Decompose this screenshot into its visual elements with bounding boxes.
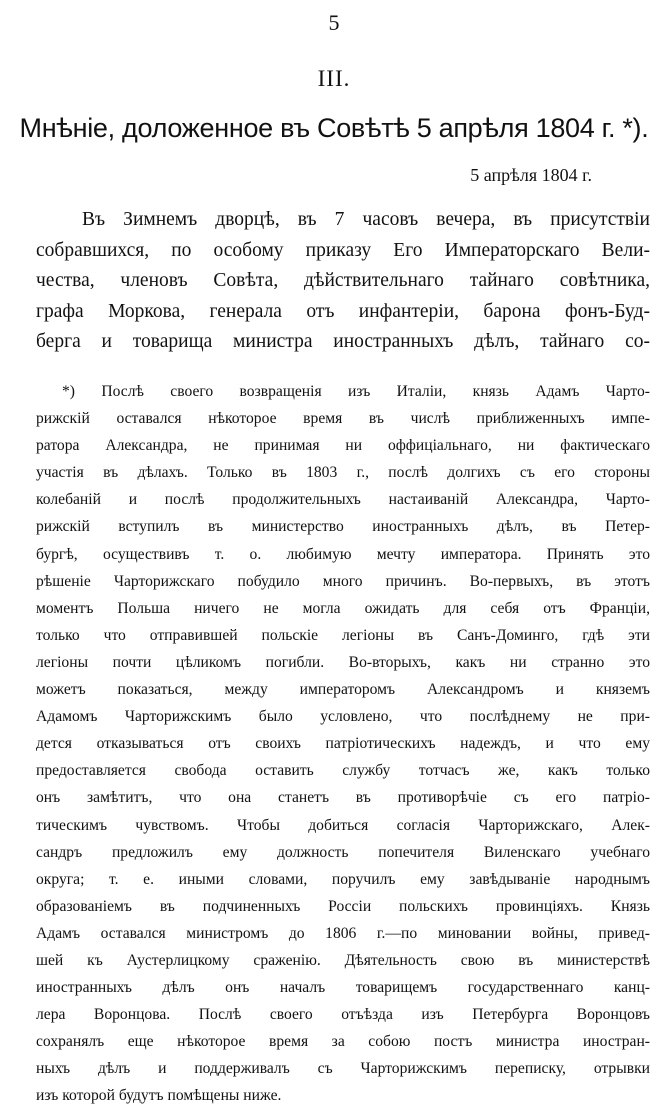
footnote-line: ныхъ дѣлъ и поддерживалъ съ Чарторижскимъ переписку, отрывки — [36, 1060, 650, 1078]
paragraph-line: графа Моркова, генерала отъ инфантеріи, барона фонъ-Буд- — [36, 300, 650, 322]
footnote-line: онъ замѣтитъ, что она станетъ въ противорѣчіе съ его патріо- — [36, 789, 650, 807]
footnote — [36, 378, 650, 1110]
footnote-line: изъ которой будутъ помѣщены ниже. — [36, 1087, 282, 1105]
page-number: 5 — [328, 10, 340, 35]
footnote-line: можетъ показаться, между императоромъ Александромъ и княземъ — [36, 681, 650, 699]
main-paragraph — [36, 205, 650, 358]
footnote-line: округа; т. е. иными словами, поручилъ ему завѣдываніе народнымъ — [36, 870, 650, 888]
paragraph-line: собравшихся, по особому приказу Его Императорскаго Вели- — [36, 239, 650, 261]
footnote-line: бургѣ, осуществивъ т. о. любимую мечту императора. Принять это — [36, 545, 650, 563]
footnote-line: предоставляется свобода оставить службу тотчасъ же, какъ только — [36, 762, 650, 780]
footnote-line: *) Послѣ своего возвращенія изъ Италіи, князь Адамъ Чарто- — [62, 383, 650, 400]
footnote-line: легіоны почти цѣликомъ погибли. Во-вторыхъ, какъ ни странно это — [36, 653, 650, 671]
footnote-line: лера Воронцова. Послѣ своего отъѣзда изъ Петербурга Воронцовъ — [36, 1006, 650, 1024]
footnote-line: дется отказываться отъ своихъ патріотическихъ надеждъ, и что ему — [36, 735, 650, 753]
paragraph-line: Въ Зимнемъ дворцѣ, въ 7 часовъ вечера, въ присутствіи — [82, 209, 650, 230]
paragraph-line: чества, членовъ Совѣта, дѣйствительнаго тайнаго совѣтника, — [36, 270, 650, 291]
footnote-line: сандръ предложилъ ему должность попечителя Виленскаго учебнаго — [36, 843, 650, 861]
footnote-line: рижскій вступилъ въ министерство иностранныхъ дѣлъ, въ Петер- — [36, 518, 650, 536]
footnote-line: образованіемъ въ подчиненныхъ Россіи польскихъ провинціяхъ. Князь — [36, 897, 650, 915]
footnote-line: участія въ дѣлахъ. Только въ 1803 г., послѣ долгихъ съ его стороны — [36, 464, 650, 482]
footnote-line: иностранныхъ дѣлъ онъ началъ товарищемъ государственнаго канц- — [36, 979, 650, 997]
footnote-line: рижскій оставался нѣкоторое время въ числѣ приближенныхъ импе- — [36, 410, 650, 428]
footnote-line: сохранялъ еще нѣкоторое время за собою постъ министра иностран- — [36, 1033, 650, 1051]
footnote-line: шей къ Аустерлицкому сраженію. Дѣятельность свою въ министерствѣ — [36, 951, 650, 969]
footnote-line: тическимъ чувствомъ. Чтобы добиться согласія Чарторижскаго, Алек- — [36, 816, 650, 834]
footnote-line: рѣшеніе Чарторижскаго побудило много причинъ. Во-первыхъ, въ этотъ — [36, 572, 650, 590]
footnote-line: моментъ Польша ничего не могла ожидать для себя отъ Франціи, — [36, 599, 650, 617]
footnote-line: Адамомъ Чарторижскимъ было условлено, что послѣднему не при- — [36, 708, 650, 726]
footnote-line: колебаній и послѣ продолжительныхъ настаиваній Александра, Чарто- — [36, 491, 650, 509]
footnote-line: ратора Александра, не принимая ни оффиціальнаго, ни фактическаго — [36, 437, 650, 455]
paragraph-line: берга и товарища министра иностранныхъ дѣлъ, тайнаго со- — [36, 331, 650, 352]
section-numeral: III. — [317, 66, 351, 91]
document-date: 5 апрѣля 1804 г. — [470, 165, 592, 185]
footnote-line: только что отправившей польскіе легіоны въ Санъ-Доминго, гдѣ эти — [36, 626, 650, 644]
document-title: Мнѣніе, доложенное въ Совѣтѣ 5 апрѣля 1804 г. *). — [19, 113, 649, 143]
footnote-line: Адамъ оставался министромъ до 1806 г.—по миновании войны, привед- — [36, 924, 650, 942]
